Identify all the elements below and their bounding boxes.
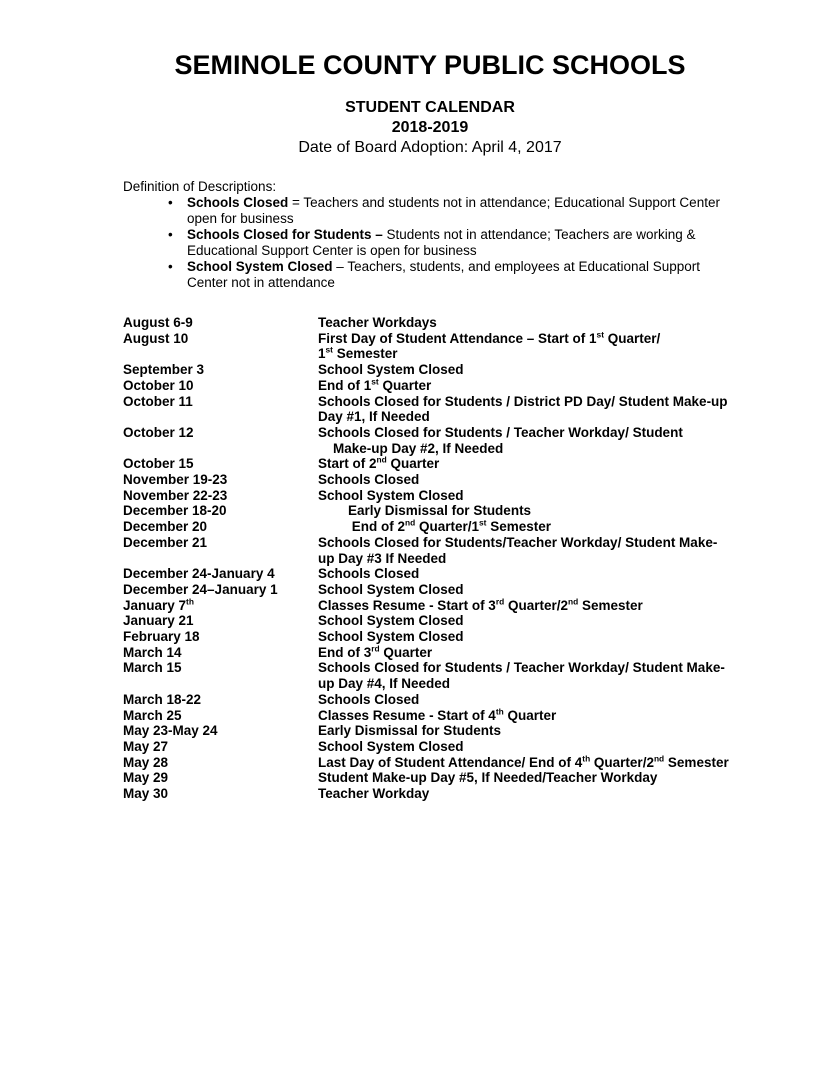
calendar-date: November 19-23 [123,472,228,488]
calendar-date: February 18 [123,629,200,645]
calendar-row [123,598,835,614]
calendar-description: School System Closed [318,613,464,629]
document-subhead [123,98,737,158]
calendar-row [123,723,835,739]
calendar-description: End of 2nd Quarter/1st Semester [318,517,551,535]
calendar-row [123,770,835,786]
calendar-date: January 21 [123,613,194,629]
calendar-row [123,488,835,504]
calendar-row [123,613,835,629]
calendar-row [123,362,835,378]
calendar-description: Early Dismissal for Students [318,503,532,519]
calendar-date: December 24-January 4 [123,566,275,582]
calendar-description: School System Closed [318,629,464,645]
calendar-description: Schools Closed for Students / District PD Day/ Student Make-up Day #1, If Needed [318,393,728,425]
school-year: 2018-2019 [391,119,469,136]
calendar-date: March 14 [123,644,182,660]
calendar-date: March 15 [123,660,182,676]
calendar-row [123,708,835,724]
calendar-row [123,472,835,488]
calendar-date: May 28 [123,754,169,770]
calendar-date: October 15 [123,456,194,472]
calendar-date: August 6-9 [123,315,193,330]
calendar-description: End of 3rd Quarter [318,643,433,660]
calendar-description: School System Closed [318,362,464,378]
calendar-row [123,456,835,472]
definitions-section [123,179,835,291]
calendar-date: December 24–January 1 [123,581,278,597]
calendar-date: May 30 [123,786,169,802]
calendar-date: November 22-23 [123,487,228,503]
calendar-description: Classes Resume - Start of 3rd Quarter/2nd Semester [318,596,643,613]
calendar-description: Schools Closed [318,566,420,582]
calendar-date: December 20 [123,519,208,535]
definition-description: – Teachers, students, and employees at Educational Support Center not in attendance [187,259,701,290]
calendar-date: March 25 [123,707,182,723]
definition-item [123,259,835,291]
definition-item [123,195,835,227]
definition-term: School System Closed [187,259,333,274]
calendar-row [123,566,835,582]
calendar-description: School System Closed [318,738,464,754]
calendar-date: December 21 [123,534,208,550]
calendar-date: May 27 [123,738,169,754]
doc-title: STUDENT CALENDAR [345,99,515,116]
calendar-row [123,692,835,708]
calendar-row [123,315,835,331]
calendar-description: Schools Closed for Students/Teacher Workday/ Student Make- up Day #3 If Needed [318,534,718,566]
calendar-description: Teacher Workday [318,786,430,802]
calendar-row [123,629,835,645]
definition-text [187,259,700,291]
bullet-icon: • [168,195,173,210]
calendar-description: Last Day of Student Attendance/ End of 4th Quarter/2nd Semester [318,753,729,770]
calendar-row [123,331,835,362]
calendar-row [123,425,835,456]
calendar-description: Schools Closed [318,691,420,707]
bullet-icon: • [168,259,173,274]
calendar-date: January 7th [123,596,194,613]
calendar-list [123,315,835,802]
calendar-row [123,660,835,691]
calendar-row [123,786,835,802]
calendar-row [123,378,835,394]
board-adoption-date: Date of Board Adoption: April 4, 2017 [298,139,562,156]
calendar-row [123,394,835,425]
calendar-description: Schools Closed [318,472,420,488]
calendar-date: October 12 [123,424,194,440]
calendar-row [123,739,835,755]
definition-text [187,195,720,227]
calendar-date: March 18-22 [123,691,202,707]
calendar-description: Early Dismissal for Students [318,723,502,739]
definition-item [123,227,835,259]
calendar-description: Start of 2nd Quarter [318,454,440,472]
calendar-description: School System Closed [318,581,464,597]
calendar-row [123,535,835,566]
definition-term: Schools Closed [187,195,289,210]
definitions-list [123,195,835,291]
calendar-description: Schools Closed for Students / Teacher Workday/ Student Make- up Day #4, If Needed [318,660,725,692]
calendar-row [123,582,835,598]
definition-term: Schools Closed for Students – [187,227,383,242]
calendar-date: October 10 [123,377,194,393]
definition-description: = Teachers and students not in attendance; Educational Support Center open for business [187,195,720,226]
calendar-date: May 29 [123,770,169,786]
calendar-description: Teacher Workdays [318,315,437,330]
calendar-date: August 10 [123,330,189,346]
calendar-row [123,645,835,661]
calendar-description: Student Make-up Day #5, If Needed/Teacher Workday [318,770,658,786]
calendar-date: May 23-May 24 [123,723,218,739]
school-name-title: SEMINOLE COUNTY PUBLIC SCHOOLS [174,50,686,80]
definitions-heading: Definition of Descriptions: [123,179,277,194]
calendar-date: October 11 [123,393,193,409]
calendar-description: First Day of Student Attendance – Start of 1st Quarter/ 1st Semester [318,329,661,362]
definition-text [187,227,695,259]
calendar-row [123,755,835,771]
calendar-date: December 18-20 [123,503,227,519]
calendar-description: Schools Closed for Students / Teacher Workday/ Student Make-up Day #2, If Needed [318,424,683,456]
calendar-row [123,519,835,535]
calendar-description: Classes Resume - Start of 4th Quarter [318,706,557,723]
calendar-date: September 3 [123,362,205,378]
document-header [123,52,737,158]
calendar-description: End of 1st Quarter [318,376,432,393]
bullet-icon: • [168,227,173,242]
calendar-description: School System Closed [318,487,464,503]
definition-description: Students not in attendance; Teachers are working & Educational Support Center is open for business [187,227,696,258]
